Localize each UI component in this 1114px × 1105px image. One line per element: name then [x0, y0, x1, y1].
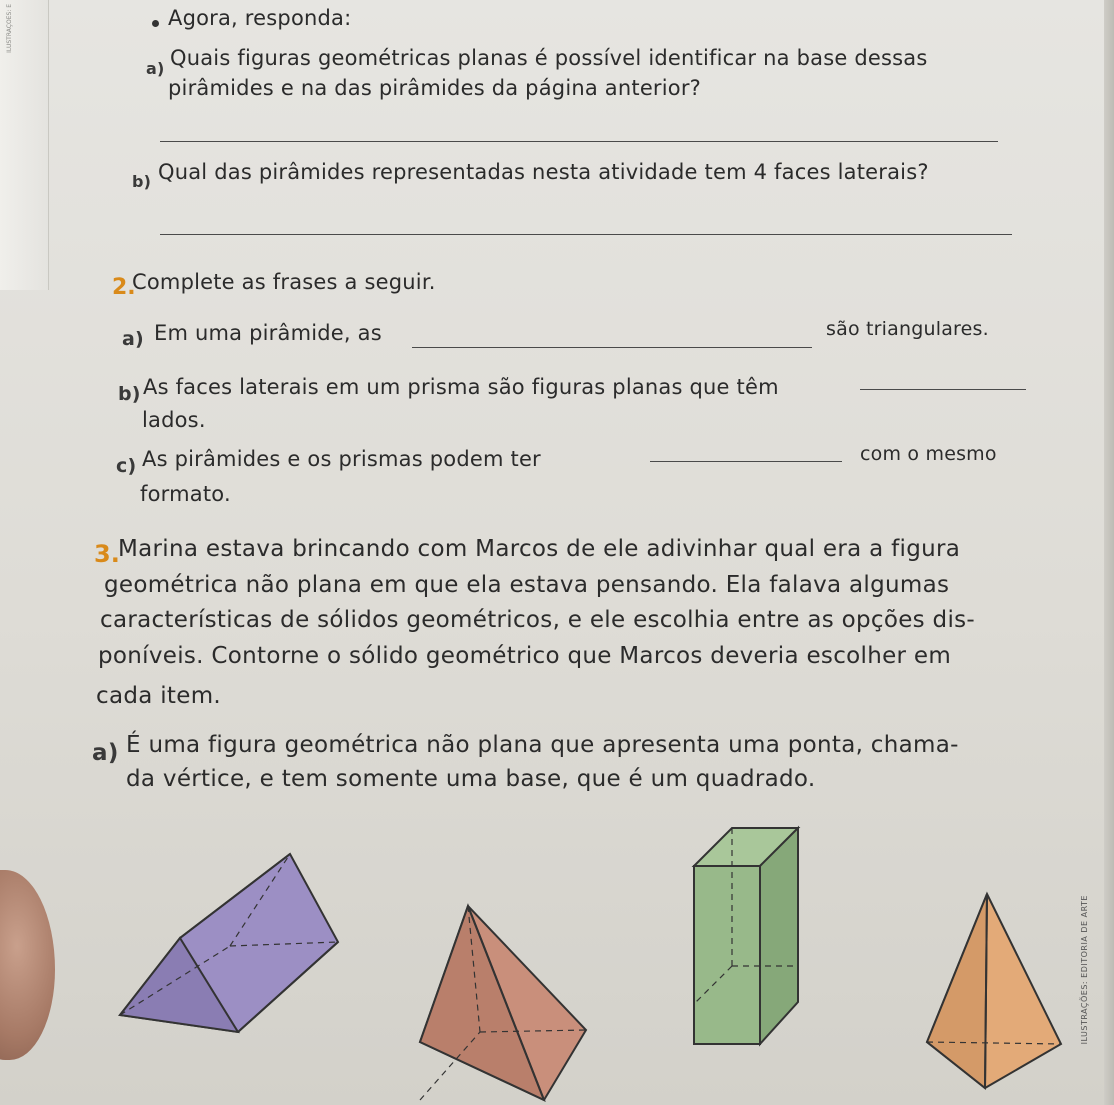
exercise-3-line5: cada item. — [96, 683, 222, 709]
finger-photo-artifact — [0, 870, 55, 1060]
answer-line-a[interactable] — [160, 141, 998, 142]
left-margin-strip — [0, 0, 49, 290]
triangular-prism-solid[interactable] — [118, 850, 348, 1040]
square-pyramid-solid[interactable] — [418, 902, 590, 1102]
page-edge — [1104, 0, 1114, 1105]
exercise-2c-after: com o mesmo — [860, 443, 997, 465]
left-margin-credit: ILUSTRAÇÕES: E — [6, 4, 13, 53]
exercise-2a-after: são triangulares. — [826, 318, 989, 340]
illustration-credit: ILUSTRAÇÕES: EDITORIA DE ARTE — [1080, 895, 1089, 1045]
exercise-2a-before: Em uma pirâmide, as — [154, 321, 382, 345]
exercise-2c-line2: formato. — [140, 482, 231, 506]
exercise-2b-line1: As faces laterais em um prisma são figuras planas que têm — [143, 375, 779, 399]
bullet-icon — [152, 20, 159, 27]
rectangular-prism-solid[interactable] — [692, 826, 802, 1046]
exercise-3a-line1: É uma figura geométrica não plana que apresenta uma ponta, chama- — [126, 732, 959, 758]
exercise-3-line1: Marina estava brincando com Marcos de ele adivinhar qual era a figura — [118, 536, 961, 562]
exercise-3a-marker: a) — [92, 740, 119, 766]
triangular-pyramid-solid[interactable] — [925, 892, 1065, 1092]
exercise-3-line2: geométrica não plana em que ela estava pensando. Ela falava algumas — [104, 572, 950, 598]
question-a-line2: pirâmides e na das pirâmides da página anterior? — [168, 76, 702, 100]
answer-line-b[interactable] — [160, 234, 1012, 235]
exercise-2-number: 2. — [112, 275, 136, 300]
exercise-3-number: 3. — [94, 540, 120, 568]
exercise-3a-line2: da vértice, e tem somente uma base, que é um quadrado. — [126, 766, 816, 792]
question-b-text: Qual das pirâmides representadas nesta atividade tem 4 faces laterais? — [158, 160, 929, 184]
exercise-2c-before: As pirâmides e os prismas podem ter — [142, 447, 541, 471]
question-b-marker: b) — [132, 172, 152, 191]
exercise-2b-marker: b) — [118, 383, 141, 405]
blank-2a[interactable] — [412, 347, 812, 348]
exercise-2c-marker: c) — [116, 455, 137, 477]
intro-text: Agora, responda: — [168, 6, 352, 30]
blank-2b[interactable] — [860, 389, 1026, 390]
blank-2c[interactable] — [650, 461, 842, 462]
exercise-2-title: Complete as frases a seguir. — [132, 270, 436, 294]
exercise-2a-marker: a) — [122, 328, 144, 350]
question-a-marker: a) — [146, 59, 165, 78]
exercise-3-line3: características de sólidos geométricos, e ele escolhia entre as opções dis- — [100, 607, 976, 633]
exercise-3-line4: poníveis. Contorne o sólido geométrico que Marcos deveria escolher em — [98, 643, 952, 669]
question-a-line1: Quais figuras geométricas planas é possível identificar na base dessas — [170, 46, 928, 70]
exercise-2b-line2: lados. — [142, 408, 206, 432]
